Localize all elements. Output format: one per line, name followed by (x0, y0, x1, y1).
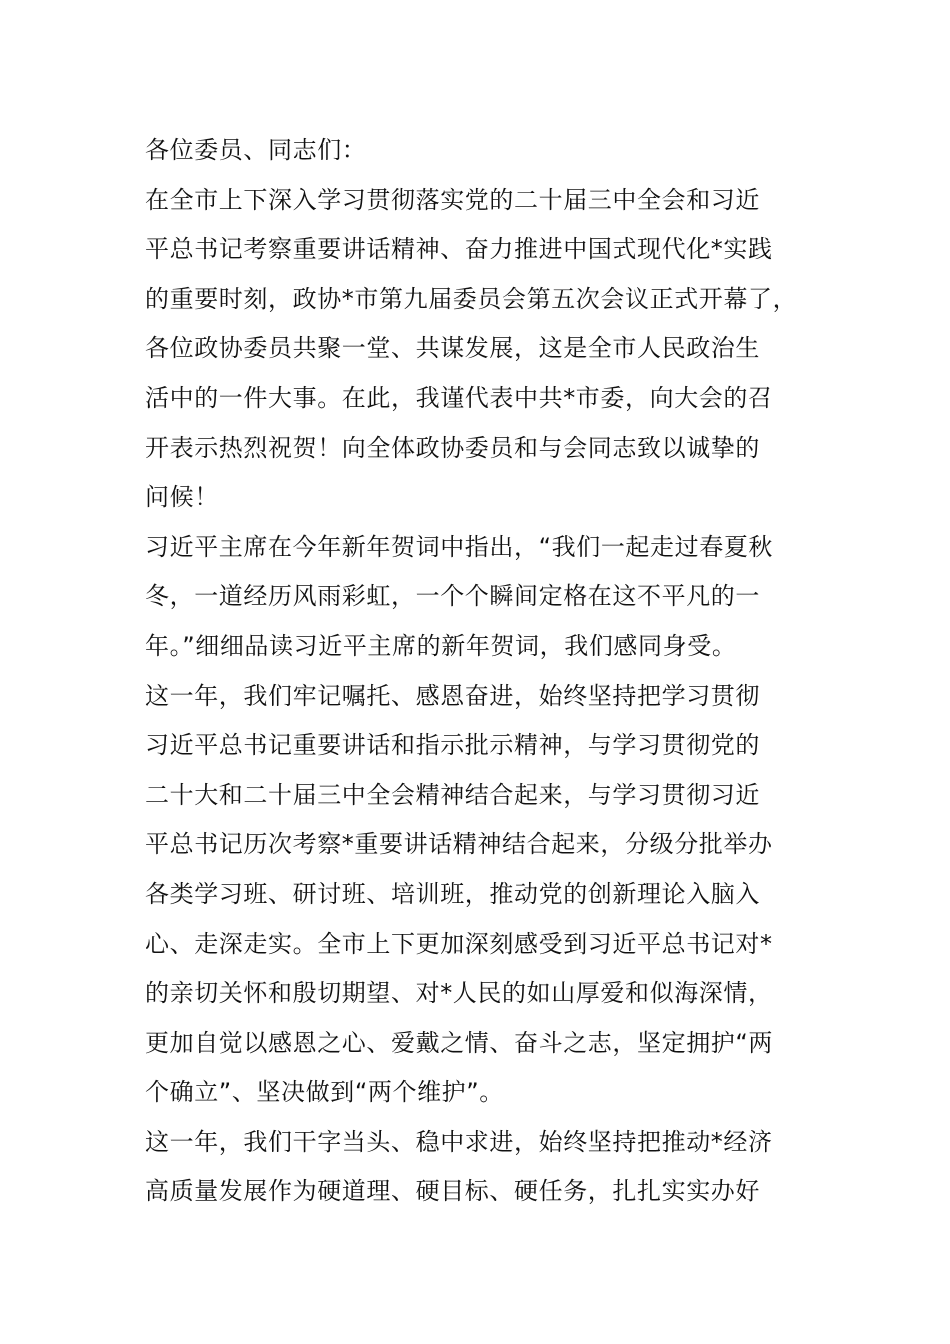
text-line: 个确立”、坚决做到“两个维护”。 (145, 1078, 504, 1107)
text-line: 冬，一道经历风雨彩虹，一个个瞬间定格在这不平凡的一 (145, 582, 760, 611)
text-line: 高质量发展作为硬道理、硬目标、硬任务，扎扎实实办好 (145, 1177, 760, 1206)
text-line: 活中的一件大事。在此，我谨代表中共*市委，向大会的召 (145, 383, 773, 412)
text-line: 平总书记考察重要讲话精神、奋力推进中国式现代化*实践 (145, 235, 773, 264)
text-line: 年。”细细品读习近平主席的新年贺词，我们感同身受。 (145, 631, 737, 660)
text-line: 开表示热烈祝贺！向全体政协委员和与会同志致以诚挚的 (145, 433, 760, 462)
text-line: 的重要时刻，政协*市第九届委员会第五次会议正式开幕了， (145, 284, 798, 313)
text-line: 平总书记历次考察*重要讲话精神结合起来，分级分批举办 (145, 830, 773, 859)
text-line: 各位政协委员共聚一堂、共谋发展，这是全市人民政治生 (145, 334, 760, 363)
document-body (145, 126, 825, 1217)
text-line: 这一年，我们干字当头、稳中求进，始终坚持把推动*经济 (145, 1127, 773, 1156)
text-line: 习近平总书记重要讲话和指示批示精神，与学习贯彻党的 (145, 731, 760, 760)
text-line: 心、走深走实。全市上下更加深刻感受到习近平总书记对* (145, 929, 773, 958)
text-line: 这一年，我们牢记嘱托、感恩奋进，始终坚持把学习贯彻 (145, 681, 760, 710)
text-line: 的亲切关怀和殷切期望、对*人民的如山厚爱和似海深情， (145, 979, 773, 1008)
text-line: 二十大和二十届三中全会精神结合起来，与学习贯彻习近 (145, 780, 760, 809)
text-line: 习近平主席在今年新年贺词中指出，“我们一起走过春夏秋 (145, 532, 774, 561)
text-line: 问候！ (145, 483, 219, 512)
text-line: 更加自觉以感恩之心、爱戴之情、奋斗之志，坚定拥护“两 (145, 1028, 774, 1057)
text-line: 各位委员、同志们： (145, 136, 367, 164)
text-line: 在全市上下深入学习贯彻落实党的二十届三中全会和习近 (145, 185, 760, 214)
text-line: 各类学习班、研讨班、培训班，推动党的创新理论入脑入 (145, 879, 760, 908)
